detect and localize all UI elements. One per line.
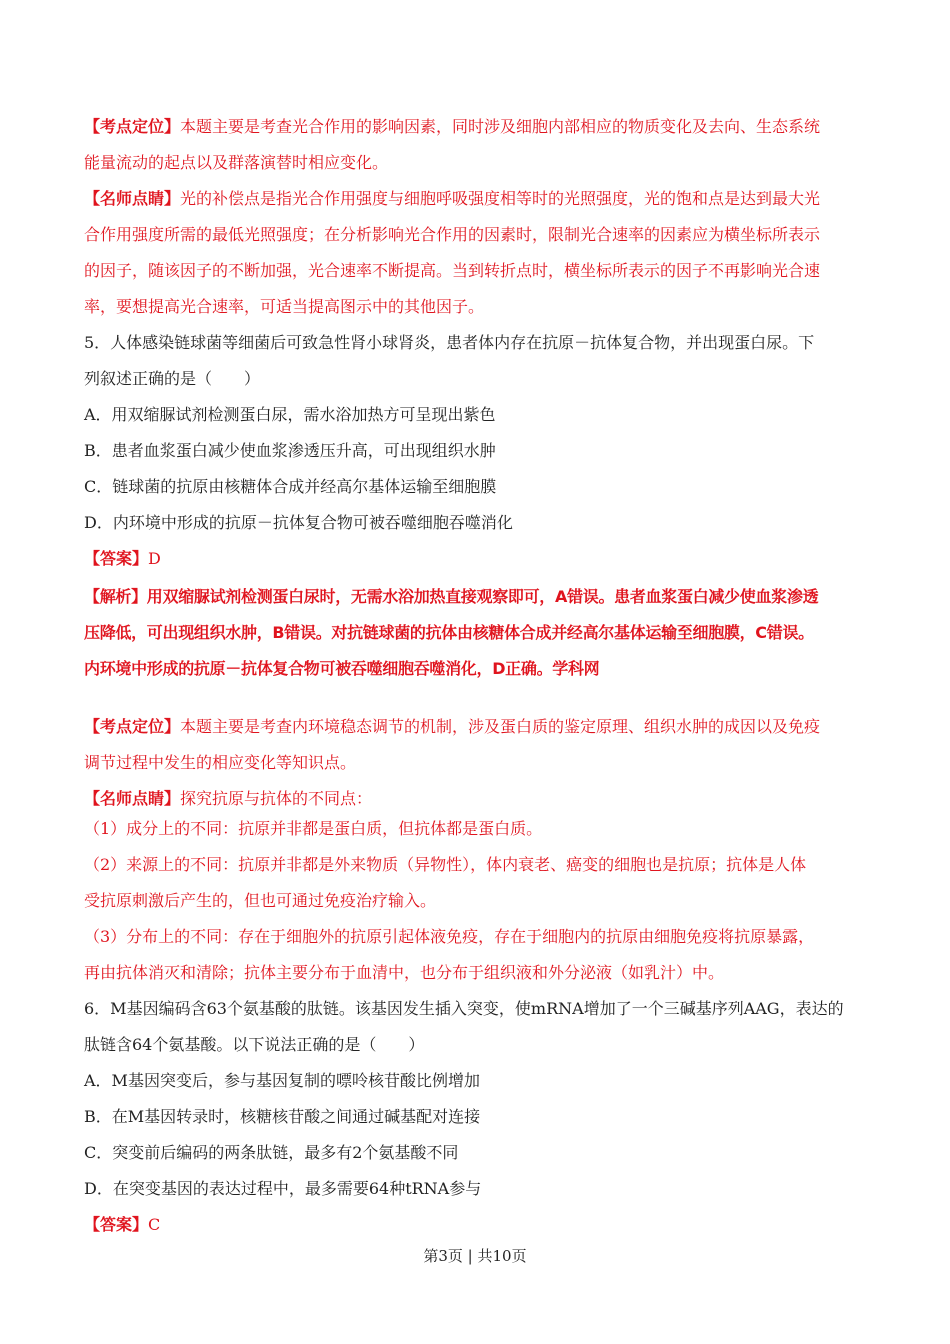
- q5-kaodian-line-2: 调节过程中发生的相应变化等知识点。: [84, 753, 357, 772]
- answer-tag: 【答案】: [84, 1215, 149, 1234]
- document-page: [84, 112, 866, 1240]
- q5-point-1: （1）成分上的不同：抗原并非都是蛋白质，但抗体都是蛋白质。: [84, 819, 543, 838]
- page-footer: 第3页 | 共10页: [423, 1247, 527, 1265]
- q5-kaodian-line-1: 【考点定位】本题主要是考查内环境稳态调节的机制，涉及蛋白质的鉴定原理、组织水肿的成因以及免疫: [84, 717, 821, 736]
- q5-option-d: D．内环境中形成的抗原－抗体复合物可被吞噬细胞吞噬消化: [84, 513, 513, 532]
- q6-answer: [84, 1210, 866, 1240]
- q6-option-d: D．在突变基因的表达过程中，最多需要64种tRNA参与: [84, 1179, 482, 1198]
- q6-stem-line-1: 6．M基因编码含63个氨基酸的肽链。该基因发生插入突变，使mRNA增加了一个三碱基序列AAG，表达的: [84, 999, 844, 1018]
- q6-stem-line-2: 肽链含64个氨基酸。以下说法正确的是（ ）: [84, 1035, 425, 1054]
- q5-answer: [84, 544, 866, 574]
- q5-option-c: C．链球菌的抗原由核糖体合成并经高尔基体运输至细胞膜: [84, 477, 497, 496]
- q5-stem-line-2: 列叙述正确的是（ ）: [84, 369, 261, 388]
- kaodian-line-1: 【考点定位】本题主要是考查光合作用的影响因素，同时涉及细胞内部相应的物质变化及去向、生态系统: [84, 117, 821, 136]
- q5-mingshi-line-1: 【名师点睛】探究抗原与抗体的不同点：: [84, 789, 373, 808]
- q5-point-2-line-1: （2）来源上的不同：抗原并非都是外来物质（异物性），体内衰老、癌变的细胞也是抗原；抗体是人体: [84, 855, 807, 874]
- mingshi-tag: 【名师点睛】: [84, 189, 181, 208]
- kaodian-tag: 【考点定位】: [84, 717, 181, 736]
- q5-stem-line-1: 5．人体感染链球菌等细菌后可致急性肾小球肾炎，患者体内存在抗原－抗体复合物，并出现蛋白尿。下: [84, 333, 815, 352]
- q5-option-a: A．用双缩脲试剂检测蛋白尿，需水浴加热方可呈现出紫色: [84, 405, 496, 424]
- q5-point-3-line-2: 再由抗体消灭和清除；抗体主要分布于血清中，也分布于组织液和外分泌液（如乳汁）中。: [84, 963, 725, 982]
- kaodian-tag: 【考点定位】: [84, 117, 181, 136]
- mingshi-line-3: 的因子，随该因子的不断加强，光合速率不断提高。当到转折点时，横坐标所表示的因子不再影响光合速: [84, 261, 821, 280]
- q6-option-c: C．突变前后编码的两条肽链，最多有2个氨基酸不同: [84, 1143, 459, 1162]
- q5-jiexi-line-2: 压降低，可出现组织水肿，B错误。对抗链球菌的抗体由核糖体合成并经高尔基体运输至细胞膜，C错误。: [84, 623, 814, 642]
- answer-value: D: [148, 549, 161, 568]
- q5-point-2-line-2: 受抗原刺激后产生的，但也可通过免疫治疗输入。: [84, 891, 437, 910]
- q6-option-b: B．在M基因转录时，核糖核苷酸之间通过碱基配对连接: [84, 1107, 481, 1126]
- answer-value: C: [148, 1215, 161, 1234]
- q5-jiexi-line-3: 内环境中形成的抗原－抗体复合物可被吞噬细胞吞噬消化，D正确。学科网: [84, 659, 600, 678]
- mingshi-tag: 【名师点睛】: [84, 789, 181, 808]
- mingshi-line-1: 【名师点睛】光的补偿点是指光合作用强度与细胞呼吸强度相等时的光照强度，光的饱和点是达到最大光: [84, 189, 821, 208]
- q6-option-a: A．M基因突变后，参与基因复制的嘌呤核苷酸比例增加: [84, 1071, 480, 1090]
- q5-point-3-line-1: （3）分布上的不同：存在于细胞外的抗原引起体液免疫，存在于细胞内的抗原由细胞免疫将抗原暴露，: [84, 927, 815, 946]
- q5-jiexi-line-1: 【解析】用双缩脲试剂检测蛋白尿时，无需水浴加热直接观察即可，A错误。患者血浆蛋白减少使血浆渗透: [84, 587, 819, 606]
- kaodian-line-2: 能量流动的起点以及群落演替时相应变化。: [84, 153, 389, 172]
- answer-tag: 【答案】: [84, 549, 149, 568]
- q5-option-b: B．患者血浆蛋白减少使血浆渗透压升高，可出现组织水肿: [84, 441, 496, 460]
- mingshi-line-2: 合作用强度所需的最低光照强度；在分析影响光合作用的因素时，限制光合速率的因素应为横坐标所表示: [84, 225, 821, 244]
- mingshi-line-4: 率，要想提高光合速率，可适当提高图示中的其他因子。: [84, 297, 485, 316]
